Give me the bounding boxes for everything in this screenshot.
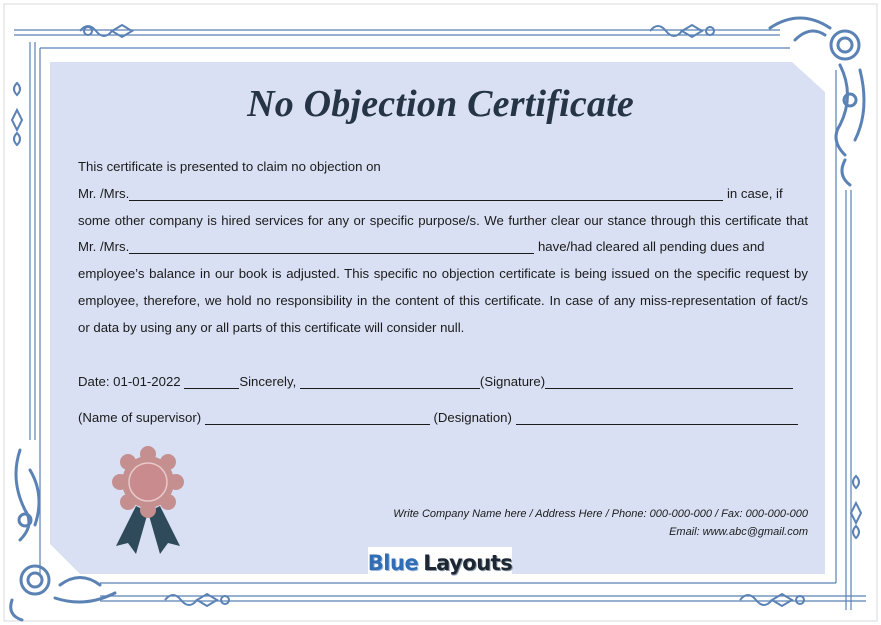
brand-logo — [368, 547, 512, 578]
name-prefix-2: Mr. /Mrs. — [78, 239, 130, 255]
brand-word-blue: Blue — [367, 550, 419, 575]
name-suffix: in case, if — [723, 185, 783, 201]
name-line-2 — [78, 234, 808, 261]
award-ribbon-icon — [108, 446, 188, 556]
supervisor-blank[interactable] — [205, 408, 430, 425]
supervisor-line — [78, 408, 798, 425]
certificate-body — [78, 154, 808, 342]
sincerely-label: Sincerely, — [239, 374, 297, 389]
sincerely-blank[interactable] — [300, 372, 480, 389]
body-line-2: some other company is hired services for any or specific purpose/s. We further clear our stance through this certificate that — [78, 212, 808, 228]
name-line-1 — [78, 181, 808, 208]
supervisor-label: (Name of supervisor) — [78, 410, 202, 425]
name-prefix: Mr. /Mrs. — [78, 185, 130, 201]
body-line-6: or data by using any or all parts of this certificate will consider null. — [78, 319, 465, 335]
name-blank-1[interactable] — [129, 184, 723, 201]
body-line-5: employee, therefore, we hold no responsibility in the content of this certificate. In case of any miss-representation of fact/s — [78, 292, 808, 308]
date-label: Date: 01-01-2022 — [78, 374, 181, 389]
signature-label: (Signature) — [479, 374, 546, 389]
date-blank[interactable] — [184, 372, 239, 389]
designation-blank[interactable] — [516, 408, 798, 425]
designation-label: (Designation) — [433, 410, 512, 425]
brand-word-layouts: Layouts — [423, 550, 513, 575]
page-title: No Objection Certificate — [247, 83, 634, 125]
name-suffix-2: have/had cleared all pending dues and — [534, 239, 765, 255]
intro-line: This certificate is presented to claim no objection on — [78, 159, 381, 174]
company-email: Email: www.abc@gmail.com — [669, 526, 808, 538]
name-blank-2[interactable] — [129, 237, 534, 254]
date-signature-line — [78, 372, 793, 389]
company-contact: Write Company Name here / Address Here / Phone: 000-000-000 / Fax: 000-000-000 — [393, 508, 808, 520]
body-line-4: employee’s balance in our book is adjusted. This specific no objection certificate is being issued on the specific request by — [78, 266, 808, 282]
signature-blank[interactable] — [545, 372, 793, 389]
